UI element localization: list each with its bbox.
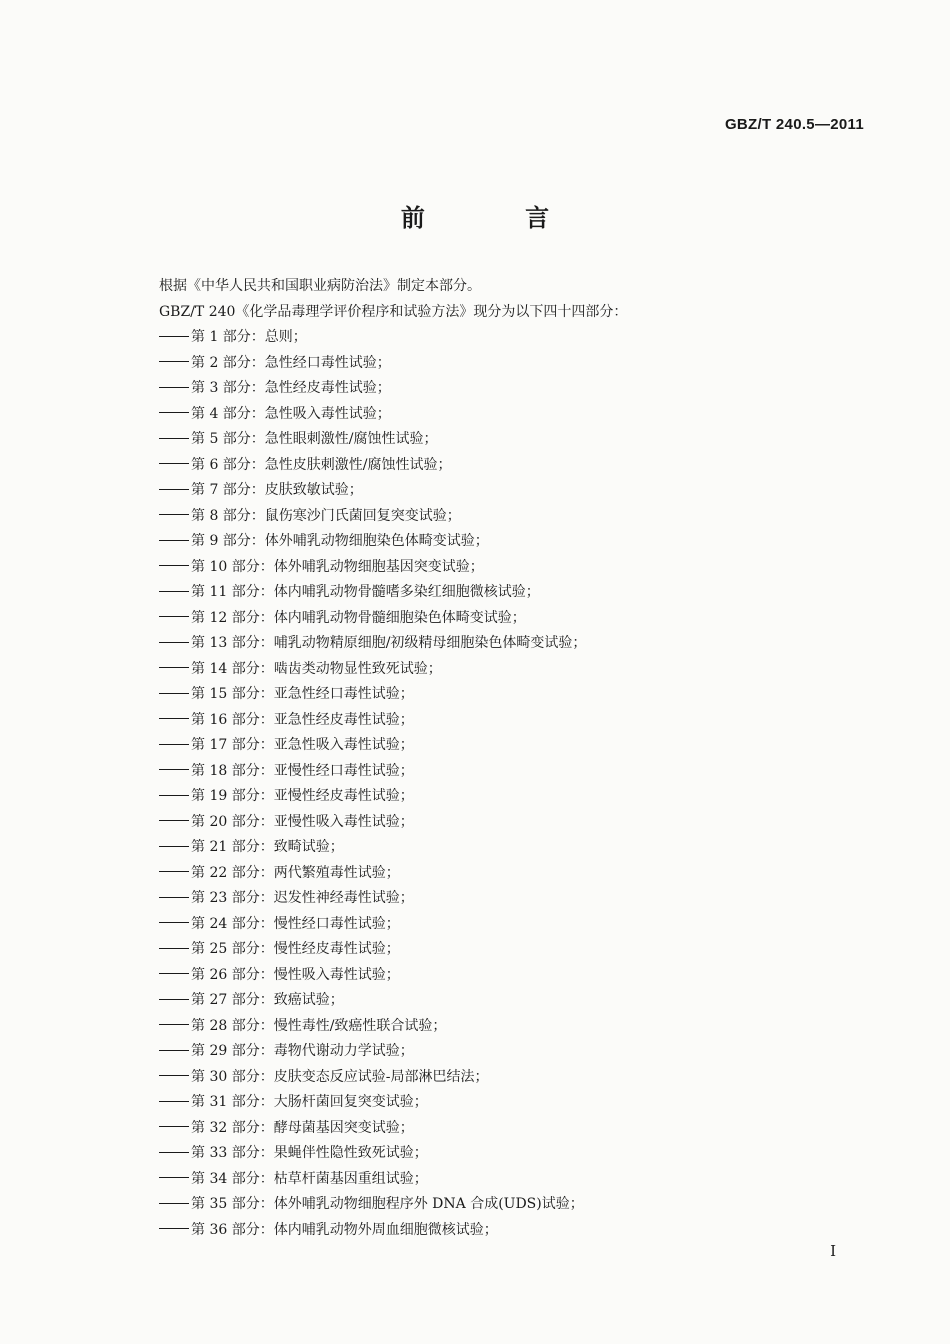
list-item — [159, 733, 879, 759]
em-dash-marker — [159, 1152, 189, 1153]
list-item — [159, 325, 879, 351]
list-item — [159, 427, 879, 453]
em-dash-marker — [159, 463, 189, 464]
list-item — [159, 478, 879, 504]
em-dash-marker — [159, 616, 189, 617]
list-item-text: 第 12 部分：体内哺乳动物骨髓细胞染色体畸变试验； — [191, 609, 526, 626]
list-item — [159, 657, 879, 683]
list-item-text: 第 3 部分：急性经皮毒性试验； — [191, 380, 391, 396]
list-item — [159, 529, 879, 555]
list-item — [159, 1167, 879, 1193]
list-item — [159, 861, 879, 887]
em-dash-marker — [159, 591, 189, 592]
em-dash-marker — [159, 769, 189, 770]
list-item — [159, 912, 879, 938]
em-dash-marker — [159, 1024, 189, 1025]
list-item-text: 第 4 部分：急性吸入毒性试验； — [191, 405, 391, 422]
em-dash-marker — [159, 922, 189, 923]
list-item — [159, 1039, 879, 1065]
em-dash-marker — [159, 693, 189, 694]
em-dash-marker — [159, 820, 189, 821]
list-item — [159, 1218, 879, 1244]
list-item — [159, 784, 879, 810]
list-item-text: 第 19 部分：亚慢性经皮毒性试验； — [191, 788, 414, 804]
em-dash-marker — [159, 540, 189, 541]
list-item-text: 第 21 部分：致畸试验； — [191, 839, 344, 855]
list-item-text: 第 22 部分：两代繁殖毒性试验； — [191, 864, 400, 881]
list-item-text: 第 35 部分：体外哺乳动物细胞程序外 DNA 合成(UDS)试验； — [191, 1196, 584, 1212]
list-item — [159, 1192, 879, 1218]
list-item-text: 第 18 部分：亚慢性经口毒性试验； — [191, 762, 414, 779]
list-item — [159, 988, 879, 1014]
em-dash-marker — [159, 1050, 189, 1051]
page-number: I — [830, 1242, 836, 1260]
list-item-text: 第 6 部分：急性皮肤刺激性/腐蚀性试验； — [191, 456, 452, 473]
list-item-text: 第 28 部分：慢性毒性/致癌性联合试验； — [191, 1017, 447, 1034]
list-item — [159, 1014, 879, 1040]
list-item — [159, 708, 879, 734]
list-item-text: 第 17 部分：亚急性吸入毒性试验； — [191, 737, 414, 753]
parts-list — [159, 325, 879, 1243]
list-item — [159, 376, 879, 402]
em-dash-marker — [159, 336, 189, 337]
section-title: 前 言 — [400, 204, 596, 232]
list-item — [159, 580, 879, 606]
list-item — [159, 1065, 879, 1091]
list-item-text: 第 32 部分：酵母菌基因突变试验； — [191, 1119, 414, 1136]
list-item-text: 第 33 部分：果蝇伴性隐性致死试验； — [191, 1145, 428, 1161]
em-dash-marker — [159, 438, 189, 439]
list-item-text: 第 27 部分：致癌试验； — [191, 992, 344, 1008]
em-dash-marker — [159, 744, 189, 745]
em-dash-marker — [159, 795, 189, 796]
list-item-text: 第 10 部分：体外哺乳动物细胞基因突变试验； — [191, 558, 484, 575]
intro-paragraph: 根据《中华人民共和国职业病防治法》制定本部分。 — [159, 278, 481, 294]
list-item — [159, 963, 879, 989]
em-dash-marker — [159, 642, 189, 643]
list-item — [159, 351, 879, 377]
list-item-text: 第 14 部分：啮齿类动物显性致死试验； — [191, 660, 442, 677]
foreword-body — [159, 274, 879, 1243]
em-dash-marker — [159, 387, 189, 388]
list-item-text: 第 26 部分：慢性吸入毒性试验； — [191, 966, 400, 983]
list-item-text: 第 2 部分：急性经口毒性试验； — [191, 354, 391, 371]
list-item-text: 第 16 部分：亚急性经皮毒性试验； — [191, 711, 414, 728]
em-dash-marker — [159, 361, 189, 362]
em-dash-marker — [159, 412, 189, 413]
intro-paragraph: GBZ/T 240《化学品毒理学评价程序和试验方法》现分为以下四十四部分： — [159, 303, 628, 320]
list-item-text: 第 36 部分：体内哺乳动物外周血细胞微核试验； — [191, 1221, 498, 1238]
em-dash-marker — [159, 1101, 189, 1102]
list-item-text: 第 24 部分：慢性经口毒性试验； — [191, 915, 400, 932]
em-dash-marker — [159, 489, 189, 490]
list-item-text: 第 23 部分：迟发性神经毒性试验； — [191, 890, 414, 906]
list-item — [159, 886, 879, 912]
list-item-text: 第 11 部分：体内哺乳动物骨髓嗜多染红细胞微核试验； — [191, 584, 540, 600]
em-dash-marker — [159, 897, 189, 898]
em-dash-marker — [159, 948, 189, 949]
list-item-text: 第 25 部分：慢性经皮毒性试验； — [191, 941, 400, 957]
list-item-text: 第 31 部分：大肠杆菌回复突变试验； — [191, 1094, 428, 1110]
em-dash-marker — [159, 1075, 189, 1076]
em-dash-marker — [159, 973, 189, 974]
list-item — [159, 504, 879, 530]
list-item-text: 第 29 部分：毒物代谢动力学试验； — [191, 1043, 414, 1059]
list-item — [159, 631, 879, 657]
list-item — [159, 555, 879, 581]
em-dash-marker — [159, 667, 189, 668]
list-item-text: 第 1 部分：总则； — [191, 329, 307, 345]
list-item — [159, 1141, 879, 1167]
list-item-text: 第 20 部分：亚慢性吸入毒性试验； — [191, 813, 414, 830]
list-item — [159, 810, 879, 836]
list-item — [159, 453, 879, 479]
list-item — [159, 937, 879, 963]
list-item — [159, 402, 879, 428]
list-item-text: 第 34 部分：枯草杆菌基因重组试验； — [191, 1170, 428, 1187]
list-item-text: 第 9 部分：体外哺乳动物细胞染色体畸变试验； — [191, 533, 489, 549]
em-dash-marker — [159, 718, 189, 719]
standard-code: GBZ/T 240.5—2011 — [724, 116, 864, 133]
list-item — [159, 682, 879, 708]
em-dash-marker — [159, 871, 189, 872]
em-dash-marker — [159, 846, 189, 847]
list-item — [159, 835, 879, 861]
list-item-text: 第 5 部分：急性眼刺激性/腐蚀性试验； — [191, 431, 438, 447]
em-dash-marker — [159, 999, 189, 1000]
list-item — [159, 1116, 879, 1142]
em-dash-marker — [159, 565, 189, 566]
list-item — [159, 606, 879, 632]
em-dash-marker — [159, 1228, 189, 1229]
em-dash-marker — [159, 1203, 189, 1204]
list-item-text: 第 13 部分：哺乳动物精原细胞/初级精母细胞染色体畸变试验； — [191, 635, 587, 651]
list-item-text: 第 15 部分：亚急性经口毒性试验； — [191, 686, 414, 702]
list-item — [159, 1090, 879, 1116]
list-item-text: 第 7 部分：皮肤致敏试验； — [191, 482, 363, 498]
list-item — [159, 759, 879, 785]
em-dash-marker — [159, 1126, 189, 1127]
list-item-text: 第 30 部分：皮肤变态反应试验-局部淋巴结法； — [191, 1068, 489, 1085]
em-dash-marker — [159, 1177, 189, 1178]
list-item-text: 第 8 部分：鼠伤寒沙门氏菌回复突变试验； — [191, 507, 461, 524]
em-dash-marker — [159, 514, 189, 515]
